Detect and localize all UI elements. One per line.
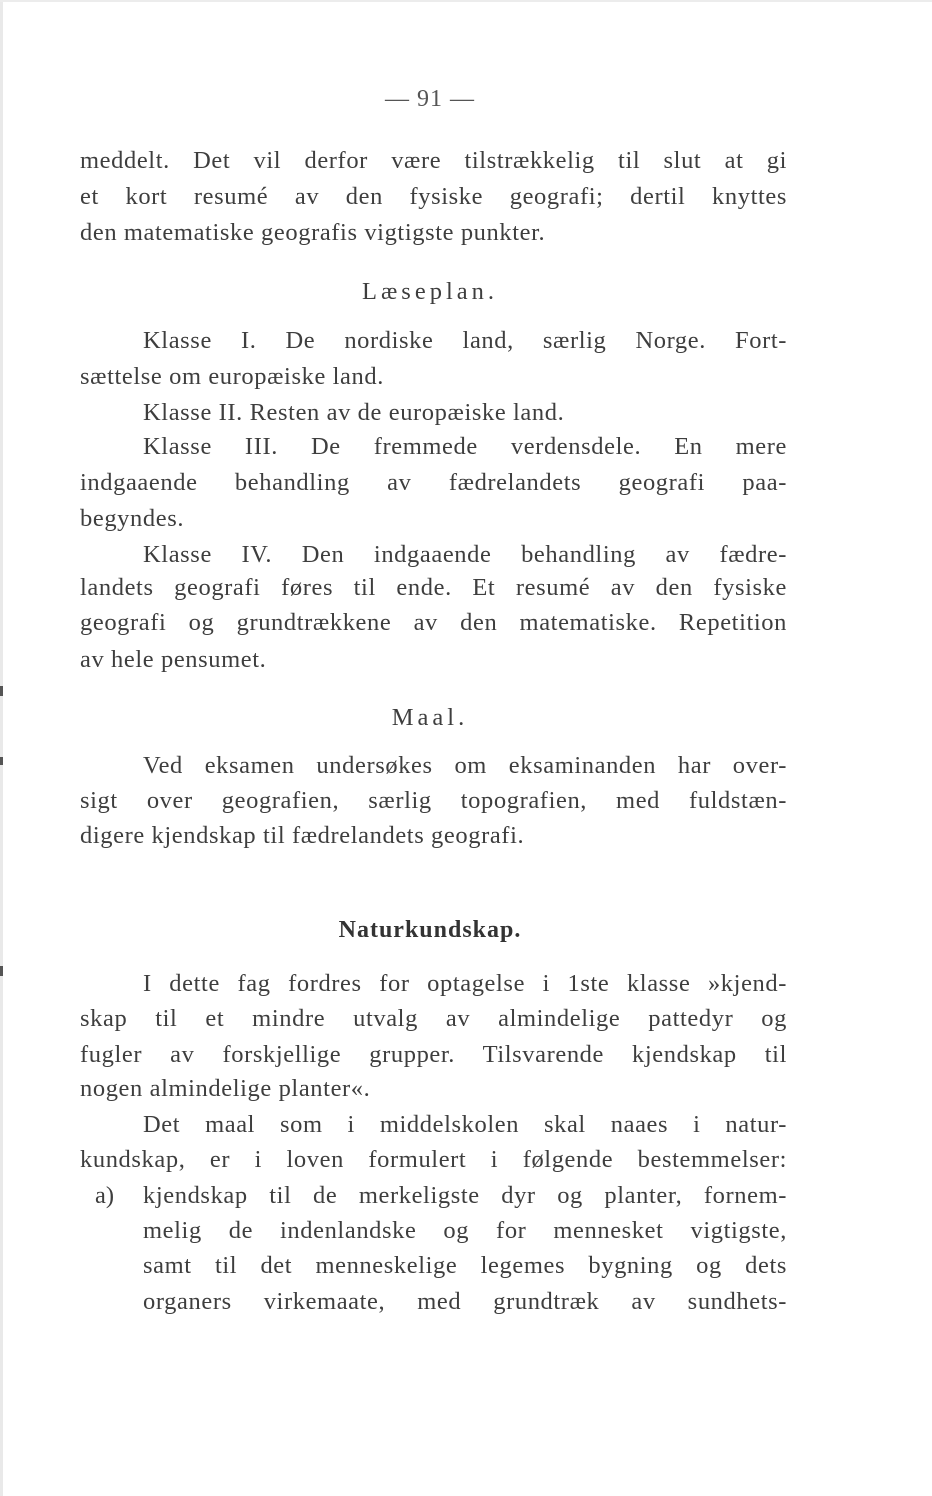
text-line: samt til det menneskelige legemes bygning og dets [143, 1252, 787, 1279]
page-number: — 91 — [385, 86, 475, 112]
text-line: den matematiske geografis vigtigste punkter. [80, 219, 546, 246]
text-line: meddelt. Det vil derfor være tilstrækkelig til slut at gi [80, 147, 787, 174]
text-line: et kort resumé av den fysiske geografi; dertil knyttes [80, 183, 787, 210]
text-line: Klasse IV. Den indgaaende behandling av fædre- [143, 541, 787, 568]
text-line: organers virkemaate, med grundtræk av sundhets- [143, 1288, 787, 1315]
text-line: kjendskap til de merkeligste dyr og planter, fornem- [143, 1182, 787, 1209]
text-line: fugler av forskjellige grupper. Tilsvarende kjendskap til [80, 1041, 787, 1068]
text-line: skap til et mindre utvalg av almindelige pattedyr og [80, 1005, 787, 1032]
section-heading-laeseplan: Læseplan. [361, 278, 499, 305]
scan-mark [0, 966, 3, 976]
text-line: indgaaende behandling av fædrelandets geografi paa- [80, 469, 787, 496]
text-line: I dette fag fordres for optagelse i 1ste klasse »kjend- [143, 970, 787, 997]
text-line: Klasse II. Resten av de europæiske land. [143, 399, 565, 426]
page-top-edge [0, 0, 932, 2]
page-left-edge [0, 0, 3, 1496]
text-line: digere kjendskap til fædrelandets geografi. [80, 822, 525, 849]
scan-mark [0, 686, 3, 696]
section-heading-naturkundskap: Naturkundskap. [338, 917, 522, 943]
text-line: Klasse I. De nordiske land, særlig Norge. Fort- [143, 327, 787, 354]
text-line: landets geografi føres til ende. Et resumé av den fysiske [80, 574, 787, 601]
section-heading-maal: Maal. [391, 704, 469, 731]
text-line: Ved eksamen undersøkes om eksaminanden har over- [143, 752, 787, 779]
text-line: sigt over geografien, særlig topografien, med fuldstæn- [80, 787, 787, 814]
list-item-label: a) [95, 1182, 115, 1209]
text-line: sættelse om europæiske land. [80, 363, 384, 390]
text-line: begyndes. [80, 505, 185, 532]
text-line: Det maal som i middelskolen skal naaes i natur- [143, 1111, 787, 1138]
text-line: geografi og grundtrækkene av den matematiske. Repetition [80, 609, 787, 636]
text-line: av hele pensumet. [80, 646, 267, 673]
text-line: kundskap, er i loven formulert i følgende bestemmelser: [80, 1146, 787, 1173]
text-line: nogen almindelige planter«. [80, 1075, 371, 1102]
text-line: Klasse III. De fremmede verdensdele. En mere [143, 433, 787, 460]
text-line: melig de indenlandske og for mennesket vigtigste, [143, 1217, 787, 1244]
scan-mark [0, 757, 3, 765]
